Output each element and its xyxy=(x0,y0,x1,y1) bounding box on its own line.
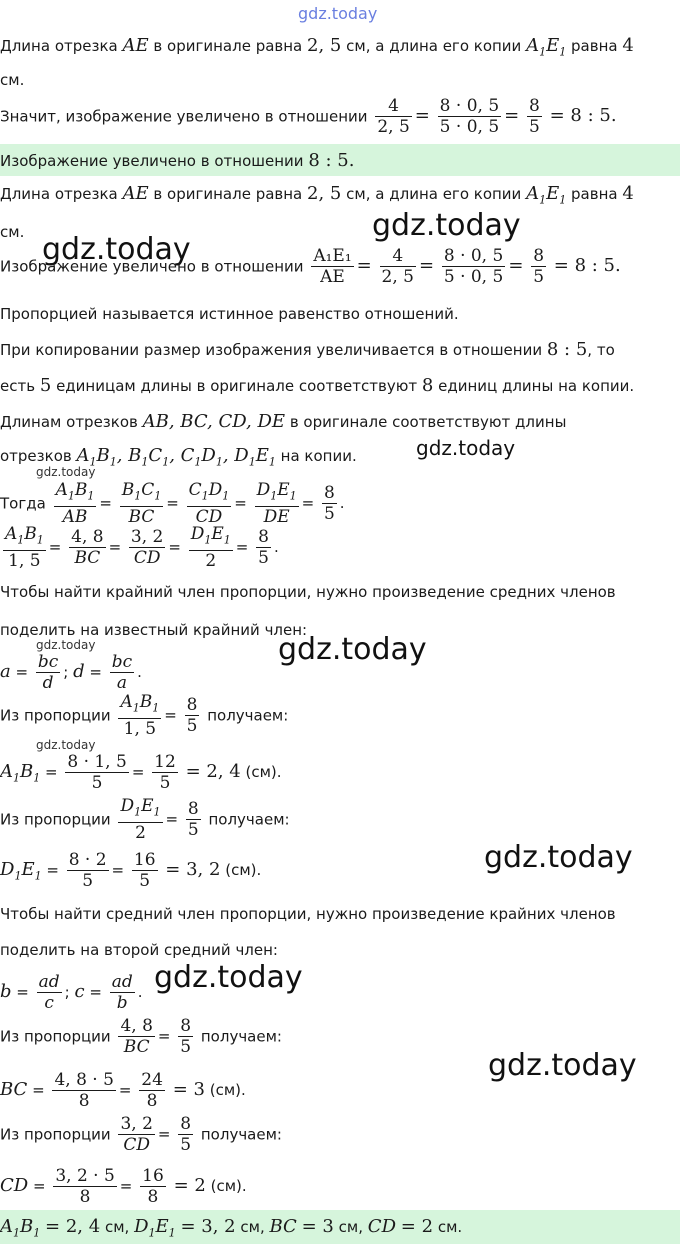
text: Длина отрезка xyxy=(0,37,118,55)
proportion-line-1: Тогда $\frac{A_1B_1}{AB}$ = $\frac{B_1C_1}{BC}$ = $\frac{C_1D_1}{CD}$ = $\frac{D_1E_1}{DE}$ = $\frac{8}{5}$ . xyxy=(0,480,345,528)
proportion-line-2: $\frac{A_1B_1}{1, 5}$ = $\frac{4, 8}{BC}$ = $\frac{3, 2}{CD}$ = $\frac{D_1E_1}{2}$ = $\frac{8}{5}$ . xyxy=(5,524,279,572)
text-line-4: Пропорцией называется истинное равенство отношений. xyxy=(0,305,459,323)
text-line-15: Из пропорции $\frac{3, 2}{CD}$ = $\frac{8}{5}$ получаем: xyxy=(0,1114,282,1155)
text-line-1 xyxy=(0,36,634,63)
text: Изображение увеличено в отношении xyxy=(0,152,304,170)
value: 4 xyxy=(622,35,634,56)
text-line-13: Чтобы найти средний член пропорции, нужно произведение крайних членов xyxy=(0,905,616,923)
math-ae: AE xyxy=(122,35,149,56)
text-line-11: Из пропорции $\frac{A_1B_1}{1, 5}$ = $\frac{8}{5}$ получаем: xyxy=(0,692,289,740)
text-line-3b: см. xyxy=(0,223,25,241)
formula-extreme: a = $\frac{bc}{d}$ ; d = $\frac{bc}{a}$ . xyxy=(0,652,142,693)
fraction: $\frac{4}{2, 5}$ xyxy=(377,96,410,137)
watermark: gdz.today xyxy=(154,960,303,995)
fraction: $\frac{8}{5}$ xyxy=(529,96,540,137)
text-line-7: Длинам отрезков AB, BC, CD, DE в оригинале соответствуют длины xyxy=(0,411,567,432)
text: равна xyxy=(571,37,618,55)
result: = 8 : 5. xyxy=(549,105,617,126)
formula-middle: b = $\frac{ad}{c}$ ; c = $\frac{ad}{b}$ . xyxy=(0,972,143,1013)
result: 8 : 5. xyxy=(308,150,355,171)
text: см, а длина его копии xyxy=(346,37,522,55)
text-line-6: есть 5 единицам длины в оригинале соответствуют 8 единиц длины на копии. xyxy=(0,375,635,396)
text: Значит, изображение увеличено в отношении xyxy=(0,107,368,126)
watermark-top: gdz.today xyxy=(298,4,378,23)
ratio-line-2: Изображение увеличено в отношении $\frac{\text{A₁E₁}}{AE}$ = $\frac{4}{2, 5}$ = $\frac{8 \cdot 0, 5}{5 \cdot 0, 5}$ = $\frac{8}{5}$ = 8 : 5. xyxy=(0,246,621,287)
text-line-10: Чтобы найти крайний член пропорции, нужно произведение средних членов xyxy=(0,583,616,601)
watermark: gdz.today xyxy=(36,738,96,752)
text-line-12: Из пропорции $\frac{D_1E_1}{2}$ = $\frac{8}{5}$ получаем: xyxy=(0,796,290,844)
watermark: gdz.today xyxy=(42,232,191,267)
calc-a1b1: $A_1B_1$ = $\frac{8 \cdot 1, 5}{5}$ = $\frac{12}{5}$ = 2, 4 (см). xyxy=(0,752,282,793)
value: 2, 5 xyxy=(307,35,342,56)
fraction: $\frac{8 \cdot 0, 5}{5 \cdot 0, 5}$ xyxy=(439,96,500,137)
math-a1e1: $A_1E_1$ xyxy=(526,35,567,59)
text-line-13b: поделить на второй средний член: xyxy=(0,941,278,959)
watermark: gdz.today xyxy=(36,465,96,479)
watermark: gdz.today xyxy=(36,638,96,652)
text-line-1b xyxy=(0,70,24,90)
calc-d1e1: $D_1E_1$ = $\frac{8 \cdot 2}{5}$ = $\frac{16}{5}$ = 3, 2 (см). xyxy=(0,850,262,891)
text: в оригинале равна xyxy=(153,37,303,55)
text-line-3: Длина отрезка AE в оригинале равна 2, 5 см, а длина его копии $A_1E_1$ равна 4 xyxy=(0,183,634,207)
watermark: gdz.today xyxy=(416,436,516,460)
watermark: gdz.today xyxy=(278,632,427,667)
answer-line-2: $A_1B_1 = 2$, 4 см, $D_1E_1 = 3$, 2 см, BC = 3 см, CD = 2 см. xyxy=(0,1216,463,1240)
text-line-5: При копировании размер изображения увеличивается в отношении 8 : 5, то xyxy=(0,339,615,360)
text-line-8: отрезков $A_1B_1$, $B_1C_1$, $C_1D_1$, $D_1E_1$ на копии. xyxy=(0,445,357,469)
text: см. xyxy=(0,71,25,89)
text-line-14: Из пропорции $\frac{4, 8}{BC}$ = $\frac{8}{5}$ получаем: xyxy=(0,1016,282,1057)
ratio-line-1: Значит, изображение увеличено в отношении $\frac{4}{2, 5}$ = $\frac{8 \cdot 0, 5}{5 \cdot 0, 5}$ = $\frac{8}{5}$ = 8 : 5. xyxy=(0,96,617,137)
answer-line-1 xyxy=(0,151,354,171)
watermark: gdz.today xyxy=(372,208,521,243)
calc-cd: CD = $\frac{3, 2 \cdot 5}{8}$ = $\frac{16}{8}$ = 2 (см). xyxy=(0,1166,247,1207)
watermark: gdz.today xyxy=(488,1048,637,1083)
watermark: gdz.today xyxy=(484,840,633,875)
calc-bc: BC = $\frac{4, 8 \cdot 5}{8}$ = $\frac{24}{8}$ = 3 (см). xyxy=(0,1070,246,1111)
text-line-10b: поделить на известный крайний член: xyxy=(0,621,308,639)
